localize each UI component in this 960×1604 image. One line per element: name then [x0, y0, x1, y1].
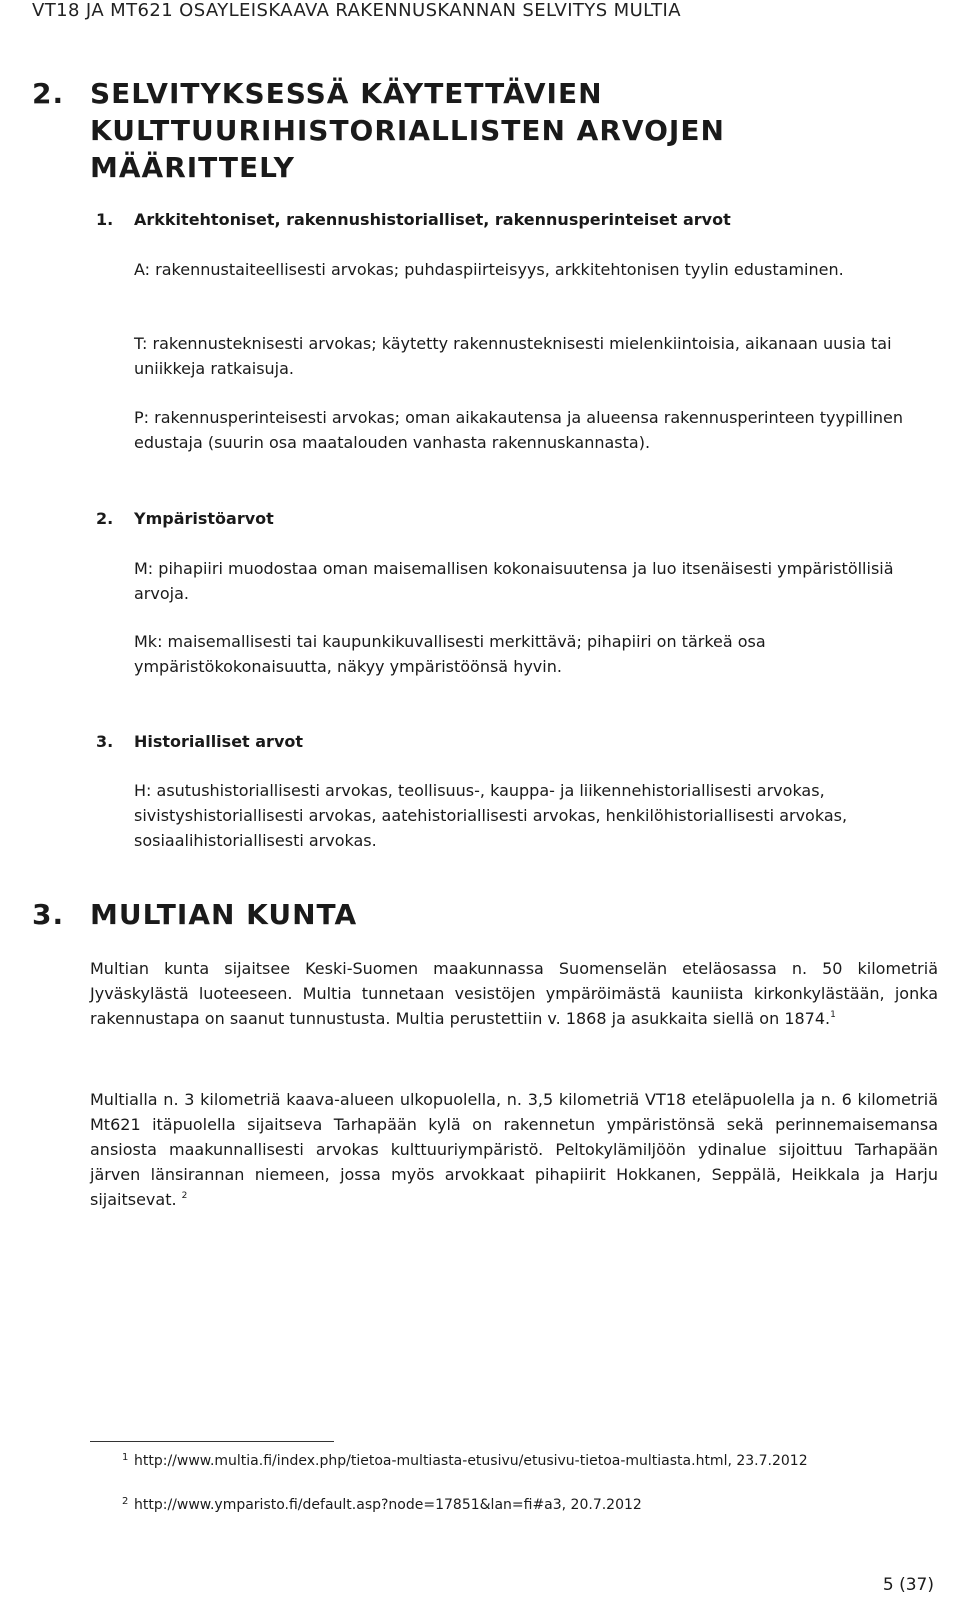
- footnote-ref-2: 2: [181, 1191, 188, 1201]
- value-p-paragraph: P: rakennusperinteisesti arvokas; oman aikakautensa ja alueensa rakennusperinteen tyypillinen edustaja (suurin osa maatalouden vanhasta rakennuskannasta).: [134, 408, 904, 452]
- footnote-2: [122, 1495, 914, 1515]
- subheading-1-number: 1.: [96, 210, 114, 229]
- footnote-separator: [90, 1441, 334, 1442]
- footnote-1-text: http://www.multia.fi/index.php/tietoa-multiasta-etusivu/etusivu-tietoa-multiasta.html, 23.7.2012: [134, 1453, 808, 1469]
- subheading-3-number: 3.: [96, 732, 114, 751]
- section-2-title-line-3: MÄÄRITTELY: [90, 151, 295, 184]
- subheading-1: [96, 209, 731, 231]
- subheading-2: [96, 508, 274, 530]
- running-header: VT18 JA MT621 OSAYLEISKAAVA RAKENNUSKANNAN SELVITYS MULTIA: [32, 0, 681, 21]
- tarhapaa-paragraph: [90, 1087, 938, 1212]
- section-2-heading: [32, 75, 725, 186]
- page-number: 5 (37): [882, 1575, 934, 1595]
- tarhapaa-text: Multialla n. 3 kilometriä kaava-alueen ulkopuolella, n. 3,5 kilometriä VT18 eteläpuolella ja n. 6 kilometriä Mt621 itäpuolella sijaitseva Tarhapään kylä on rakennetun ympäristönsä sekä perinnemaisemansa ansiosta maakunnallisesti arvokas kulttuuriympäristö. Peltokylämiljöön ydinalue sijoittuu Tarhapään järven länsirannan niemeen, jossa myös arvokkaat pihapiirit Hokkanen, Seppälä, Heikkala ja Harju sijaitsevat.: [90, 1090, 938, 1209]
- section-3-heading: [32, 896, 357, 933]
- subheading-3: [96, 731, 303, 753]
- section-2-title-line-1: SELVITYKSESSÄ KÄYTETTÄVIEN: [90, 77, 603, 110]
- section-3-title: MULTIAN KUNTA: [90, 898, 358, 931]
- section-3-number: 3.: [32, 898, 65, 931]
- footnote-2-text: http://www.ymparisto.fi/default.asp?node=17851&lan=fi#a3, 20.7.2012: [134, 1497, 642, 1513]
- value-m-paragraph: M: pihapiiri muodostaa oman maisemallisen kokonaisuutensa ja luo itsenäisesti ympäristöllisiä arvoja.: [134, 559, 894, 603]
- value-t-paragraph: T: rakennusteknisesti arvokas; käytetty rakennusteknisesti mielenkiintoisia, aikanaan uusia tai uniikkeja ratkaisuja.: [134, 334, 892, 378]
- value-a-paragraph: A: rakennustaiteellisesti arvokas; puhdaspiirteisyys, arkkitehtonisen tyylin edustaminen.: [134, 260, 844, 279]
- footnote-1: [122, 1451, 914, 1471]
- value-mk-paragraph: Mk: maisemallisesti tai kaupunkikuvallisesti merkittävä; pihapiiri on tärkeä osa ympäristökokonaisuutta, näkyy ympäristöönsä hyvin.: [134, 632, 766, 676]
- section-2-title-line-2: KULTTUURIHISTORIALLISTEN ARVOJEN: [90, 114, 725, 147]
- footnote-2-mark: 2: [122, 1496, 129, 1507]
- subheading-3-title: Historialliset arvot: [134, 732, 304, 751]
- footnote-ref-1: 1: [830, 1010, 836, 1020]
- value-h-paragraph: H: asutushistoriallisesti arvokas, teollisuus-, kauppa- ja liikennehistoriallisesti arvokas, sivistyshistoriallisesti arvokas, aatehistoriallisesti arvokas, henkilöhistoriallisesti arvokas, sosiaalihistoriallisesti arvokas.: [134, 781, 848, 850]
- section-2-number: 2.: [32, 77, 65, 110]
- multia-intro-paragraph: [90, 956, 938, 1031]
- subheading-2-number: 2.: [96, 509, 114, 528]
- subheading-1-title: Arkkitehtoniset, rakennushistorialliset, rakennusperinteiset arvot: [134, 210, 731, 229]
- footnote-1-mark: 1: [122, 1452, 129, 1463]
- multia-intro-text: Multian kunta sijaitsee Keski-Suomen maakunnassa Suomenselän eteläosassa n. 50 kilometriä Jyväskylästä luoteeseen. Multia tunnetaan vesistöjen ympäröimästä kauniista kirkonkylästään, jonka rakennustapa on saanut tunnustusta. Multia perustettiin v. 1868 ja asukkaita siellä on 1874.: [90, 959, 938, 1028]
- subheading-2-title: Ympäristöarvot: [134, 509, 274, 528]
